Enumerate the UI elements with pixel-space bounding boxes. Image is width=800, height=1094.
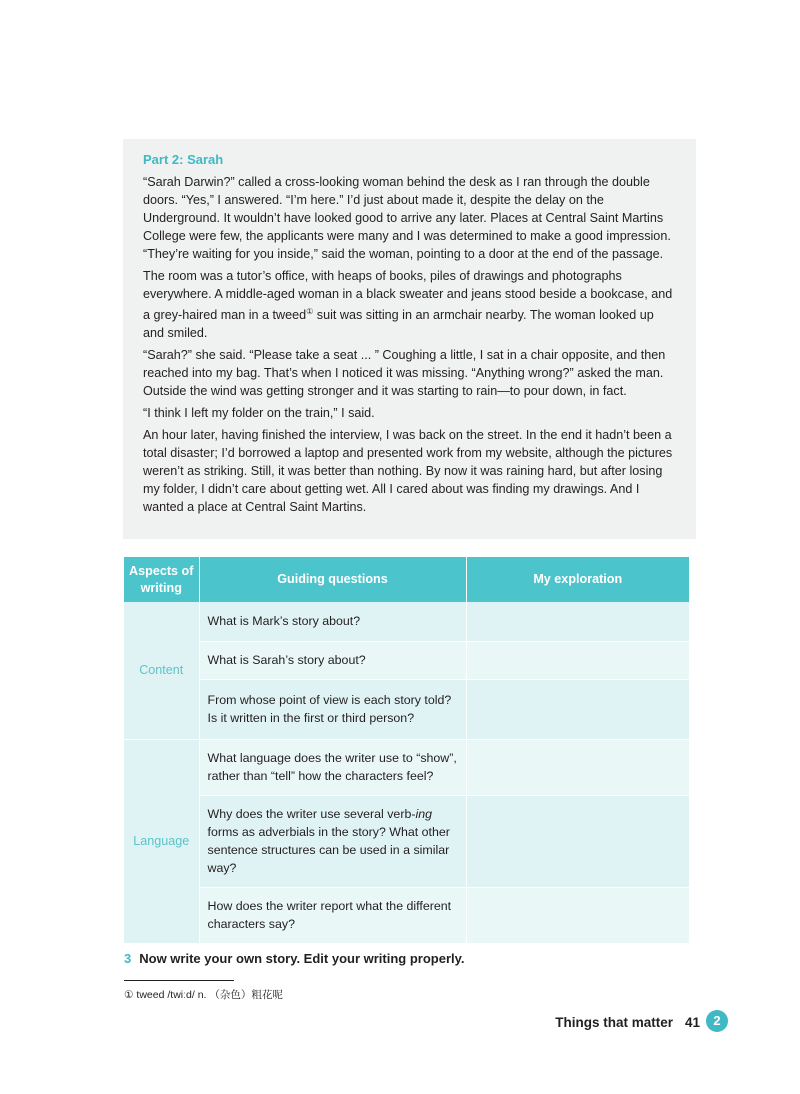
- exploration-cell[interactable]: [466, 641, 689, 679]
- question-cell: What is Mark’s story about?: [199, 602, 466, 641]
- task-instruction: [124, 951, 465, 966]
- aspect-language: Language: [124, 739, 199, 943]
- question-cell: What language does the writer use to “show”, rather than “tell” how the characters feel?: [199, 739, 466, 795]
- aspect-content: Content: [124, 602, 199, 739]
- passage-paragraph-2: [143, 267, 678, 342]
- exploration-cell[interactable]: [466, 887, 689, 943]
- task-number: 3: [124, 951, 132, 966]
- reading-passage: [123, 139, 696, 539]
- exploration-cell[interactable]: [466, 679, 689, 739]
- writing-analysis-table: [124, 557, 689, 944]
- question-text: Why does the writer use several verb-: [207, 807, 416, 821]
- page-number: 41: [684, 1015, 700, 1030]
- question-text-rest: forms as adverbials in the story? What other sentence structures can be used in a similar way?: [207, 825, 450, 875]
- passage-paragraph-2-start: The room was a tutor’s office, with heaps of books, piles of drawings and photographs everywhere. A middle-aged woman in a black sweater and jeans stood beside a bookcase, and a grey-haired man in a tweed: [143, 269, 673, 323]
- exploration-cell[interactable]: [466, 739, 689, 795]
- exploration-cell[interactable]: [466, 795, 689, 887]
- unit-number-badge: 2: [706, 1010, 728, 1032]
- question-cell: How does the writer report what the different characters say?: [199, 887, 466, 943]
- passage-paragraph-1: “Sarah Darwin?” called a cross-looking woman behind the desk as I ran through the double doors. “Yes,” I answered. “I’m here.” I’d just about made it, despite the delay on the Underground. It wouldn’t have looked good to arrive any later. Places at Central Saint Martins College were few, the applicants were many and I was determined to make a good impression. “They’re waiting for you inside,” said the woman, pointing to a door at the end of the passage.: [143, 175, 671, 261]
- question-cell: From whose point of view is each story told? Is it written in the first or third person?: [199, 679, 466, 739]
- header-aspects: Aspects of writing: [124, 557, 199, 602]
- exploration-cell[interactable]: [466, 602, 689, 641]
- footnote-divider: [124, 980, 234, 981]
- passage-title: Part 2: Sarah: [143, 152, 224, 167]
- footnote-marker: ①: [306, 307, 314, 316]
- header-guiding-questions: Guiding questions: [199, 557, 466, 602]
- passage-paragraph-4: “I think I left my folder on the train,” I said.: [143, 406, 375, 421]
- footnote-text: tweed /twiːd/ n. （杂色）粗花呢: [136, 989, 283, 1001]
- passage-paragraph-2-end: suit was sitting in an armchair nearby. The woman looked up and smiled.: [143, 308, 654, 341]
- footnote: [124, 987, 283, 1002]
- question-cell: [199, 795, 466, 887]
- question-italic: ing: [415, 807, 433, 821]
- page-footer: [555, 1015, 700, 1030]
- passage-paragraph-3: “Sarah?” she said. “Please take a seat ... ” Coughing a little, I sat in a chair opposite, and then reached into my bag. That’s when I noticed it was missing. “Anything wrong?” asked the man. Outside the wind was getting stronger and it was starting to rain—to pour down, in fact.: [143, 348, 666, 399]
- footnote-number: ①: [124, 989, 134, 1001]
- task-text: Now write your own story. Edit your writing properly.: [139, 951, 465, 966]
- header-my-exploration: My exploration: [466, 557, 689, 602]
- passage-paragraph-5: An hour later, having finished the interview, I was back on the street. In the end it hadn’t been a total disaster; I’d borrowed a laptop and presented work from my website, although the pictures weren’t as striking. Still, it was better than nothing. By now it was raining hard, but after losing my folder, I didn’t care about getting wet. All I cared about was finding my drawings. And I wanted a place at Central Saint Martins.: [143, 428, 673, 515]
- question-cell: What is Sarah’s story about?: [199, 641, 466, 679]
- unit-title: Things that matter: [555, 1015, 673, 1030]
